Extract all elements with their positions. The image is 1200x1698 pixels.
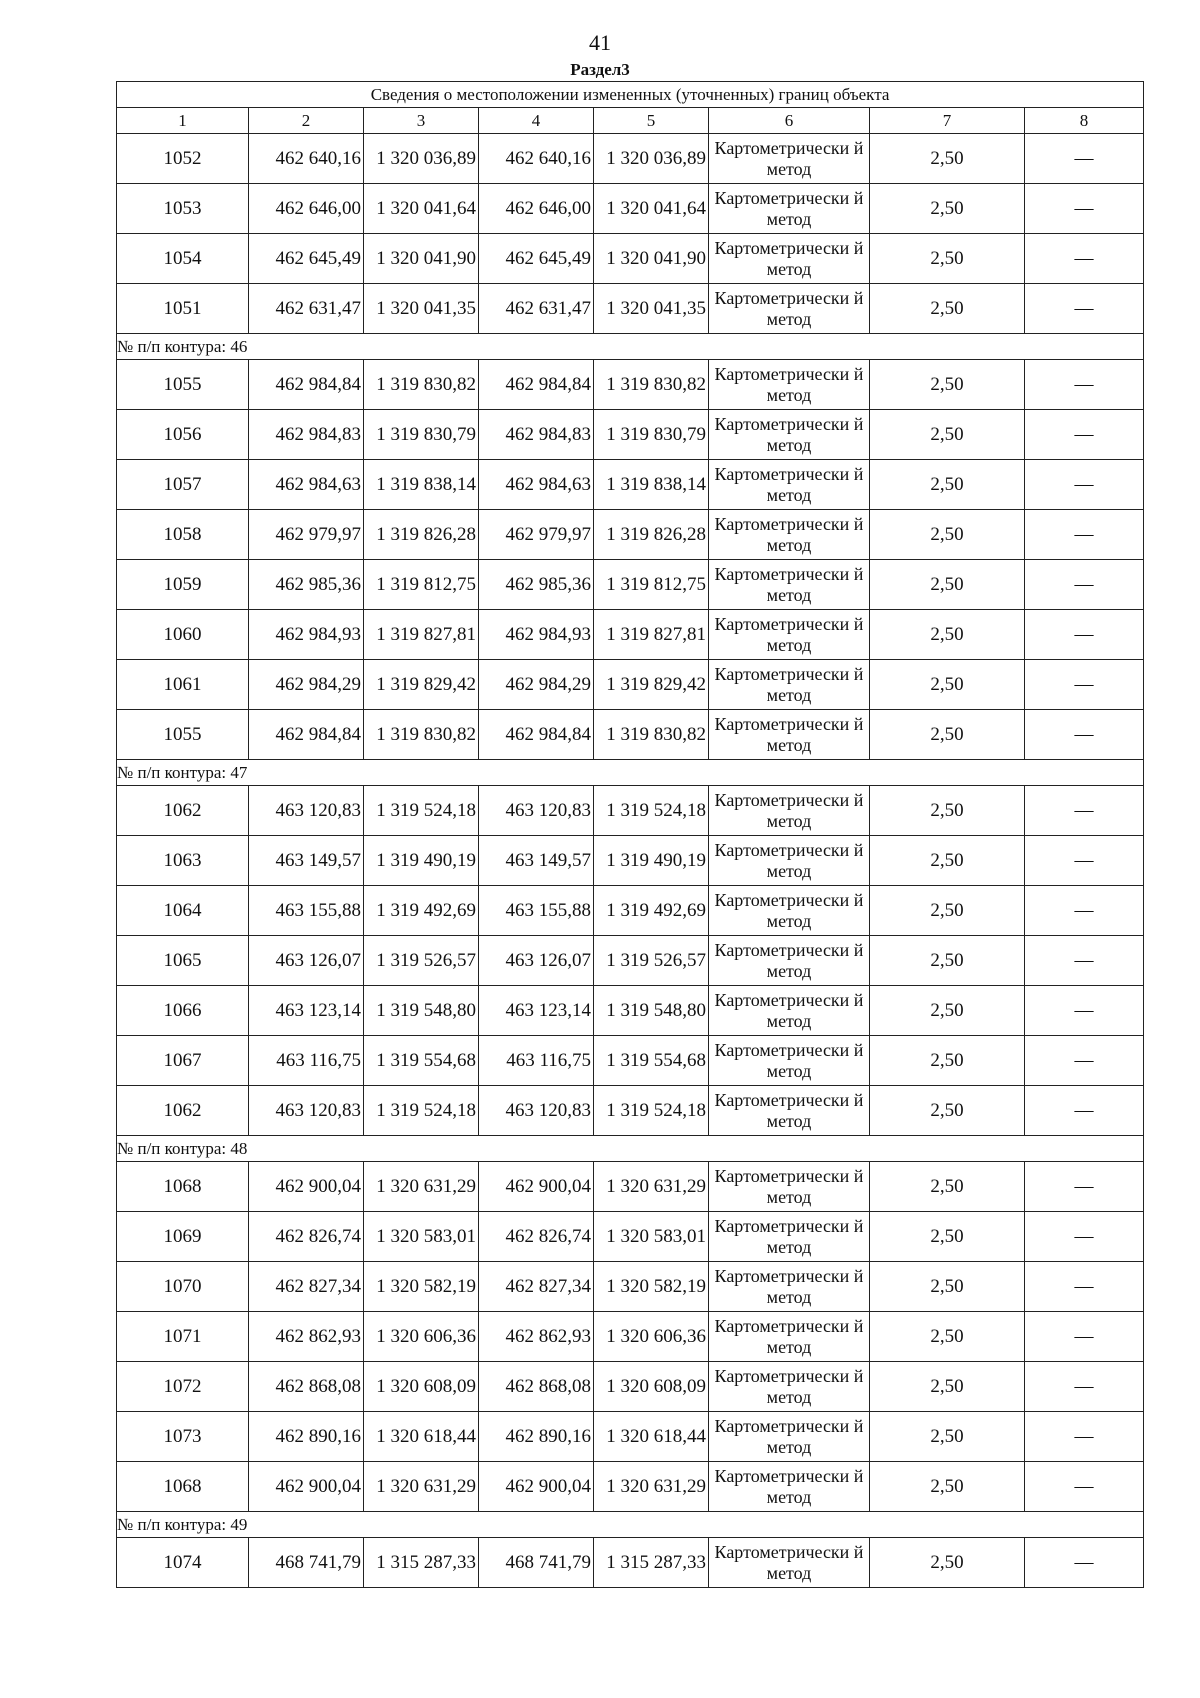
x-coordinate-cell: 462 984,83 — [249, 410, 364, 460]
x-coordinate-cell: 462 984,63 — [249, 460, 364, 510]
description-cell: — — [1025, 660, 1144, 710]
method-cell: Картометрически й метод — [709, 284, 870, 334]
x-coordinate-cell: 462 827,34 — [249, 1262, 364, 1312]
contour-label: № п/п контура: 48 — [117, 1136, 1144, 1162]
table-row — [117, 1362, 1144, 1412]
y-coordinate-cell: 1 320 606,36 — [364, 1312, 479, 1362]
x-coordinate-cell: 462 862,93 — [249, 1312, 364, 1362]
point-id-cell: 1072 — [117, 1362, 249, 1412]
point-id-cell: 1073 — [117, 1412, 249, 1462]
x-coordinate-cell: 463 155,88 — [479, 886, 594, 936]
x-coordinate-cell: 462 900,04 — [249, 1462, 364, 1512]
x-coordinate-cell: 468 741,79 — [249, 1538, 364, 1588]
point-id-cell: 1059 — [117, 560, 249, 610]
y-coordinate-cell: 1 319 838,14 — [364, 460, 479, 510]
y-coordinate-cell: 1 319 526,57 — [594, 936, 709, 986]
y-coordinate-cell: 1 319 826,28 — [594, 510, 709, 560]
contour-row — [117, 334, 1144, 360]
accuracy-cell: 2,50 — [870, 786, 1025, 836]
method-cell: Картометрически й метод — [709, 1362, 870, 1412]
y-coordinate-cell: 1 319 548,80 — [364, 986, 479, 1036]
point-id-cell: 1067 — [117, 1036, 249, 1086]
y-coordinate-cell: 1 319 524,18 — [364, 1086, 479, 1136]
y-coordinate-cell: 1 319 829,42 — [364, 660, 479, 710]
y-coordinate-cell: 1 320 036,89 — [364, 134, 479, 184]
table-row — [117, 1312, 1144, 1362]
method-cell: Картометрически й метод — [709, 360, 870, 410]
column-header: 4 — [479, 108, 594, 134]
section-title: Раздел3 — [570, 60, 630, 79]
point-id-cell: 1054 — [117, 234, 249, 284]
x-coordinate-cell: 462 984,93 — [479, 610, 594, 660]
table-row — [117, 284, 1144, 334]
x-coordinate-cell: 462 984,84 — [249, 360, 364, 410]
x-coordinate-cell: 462 645,49 — [479, 234, 594, 284]
table-row — [117, 836, 1144, 886]
x-coordinate-cell: 463 155,88 — [249, 886, 364, 936]
point-id-cell: 1071 — [117, 1312, 249, 1362]
description-cell: — — [1025, 986, 1144, 1036]
accuracy-cell: 2,50 — [870, 234, 1025, 284]
x-coordinate-cell: 462 826,74 — [249, 1212, 364, 1262]
table-row — [117, 986, 1144, 1036]
method-cell: Картометрически й метод — [709, 610, 870, 660]
method-cell: Картометрически й метод — [709, 936, 870, 986]
x-coordinate-cell: 463 120,83 — [479, 786, 594, 836]
method-cell: Картометрически й метод — [709, 1162, 870, 1212]
x-coordinate-cell: 462 984,29 — [249, 660, 364, 710]
description-cell: — — [1025, 410, 1144, 460]
table-row — [117, 410, 1144, 460]
description-cell: — — [1025, 1412, 1144, 1462]
y-coordinate-cell: 1 320 041,90 — [364, 234, 479, 284]
point-id-cell: 1074 — [117, 1538, 249, 1588]
description-cell: — — [1025, 1312, 1144, 1362]
x-coordinate-cell: 463 123,14 — [249, 986, 364, 1036]
description-cell: — — [1025, 610, 1144, 660]
y-coordinate-cell: 1 319 526,57 — [364, 936, 479, 986]
y-coordinate-cell: 1 319 812,75 — [364, 560, 479, 610]
x-coordinate-cell: 463 120,83 — [249, 1086, 364, 1136]
accuracy-cell: 2,50 — [870, 1036, 1025, 1086]
y-coordinate-cell: 1 319 830,79 — [594, 410, 709, 460]
x-coordinate-cell: 462 868,08 — [249, 1362, 364, 1412]
point-id-cell: 1065 — [117, 936, 249, 986]
table-row — [117, 460, 1144, 510]
column-header: 8 — [1025, 108, 1144, 134]
accuracy-cell: 2,50 — [870, 710, 1025, 760]
x-coordinate-cell: 462 984,93 — [249, 610, 364, 660]
description-cell: — — [1025, 836, 1144, 886]
method-cell: Картометрически й метод — [709, 1212, 870, 1262]
table-row — [117, 1462, 1144, 1512]
y-coordinate-cell: 1 319 490,19 — [364, 836, 479, 886]
table-row — [117, 560, 1144, 610]
accuracy-cell: 2,50 — [870, 610, 1025, 660]
y-coordinate-cell: 1 320 606,36 — [594, 1312, 709, 1362]
x-coordinate-cell: 462 900,04 — [249, 1162, 364, 1212]
description-cell: — — [1025, 1086, 1144, 1136]
y-coordinate-cell: 1 320 041,90 — [594, 234, 709, 284]
accuracy-cell: 2,50 — [870, 1162, 1025, 1212]
description-cell: — — [1025, 460, 1144, 510]
description-cell: — — [1025, 134, 1144, 184]
y-coordinate-cell: 1 319 827,81 — [364, 610, 479, 660]
point-id-cell: 1064 — [117, 886, 249, 936]
y-coordinate-cell: 1 320 583,01 — [364, 1212, 479, 1262]
accuracy-cell: 2,50 — [870, 560, 1025, 610]
x-coordinate-cell: 462 640,16 — [479, 134, 594, 184]
contour-label: № п/п контура: 46 — [117, 334, 1144, 360]
method-cell: Картометрически й метод — [709, 184, 870, 234]
point-id-cell: 1061 — [117, 660, 249, 710]
x-coordinate-cell: 462 984,29 — [479, 660, 594, 710]
x-coordinate-cell: 462 646,00 — [479, 184, 594, 234]
x-coordinate-cell: 462 827,34 — [479, 1262, 594, 1312]
y-coordinate-cell: 1 319 830,82 — [364, 360, 479, 410]
contour-label: № п/п контура: 49 — [117, 1512, 1144, 1538]
column-header: 7 — [870, 108, 1025, 134]
accuracy-cell: 2,50 — [870, 360, 1025, 410]
y-coordinate-cell: 1 319 830,79 — [364, 410, 479, 460]
point-id-cell: 1057 — [117, 460, 249, 510]
point-id-cell: 1070 — [117, 1262, 249, 1312]
accuracy-cell: 2,50 — [870, 1412, 1025, 1462]
method-cell: Картометрически й метод — [709, 1086, 870, 1136]
description-cell: — — [1025, 936, 1144, 986]
x-coordinate-cell: 468 741,79 — [479, 1538, 594, 1588]
y-coordinate-cell: 1 319 490,19 — [594, 836, 709, 886]
x-coordinate-cell: 462 640,16 — [249, 134, 364, 184]
description-cell: — — [1025, 1162, 1144, 1212]
y-coordinate-cell: 1 319 830,82 — [364, 710, 479, 760]
y-coordinate-cell: 1 320 631,29 — [594, 1162, 709, 1212]
y-coordinate-cell: 1 315 287,33 — [364, 1538, 479, 1588]
table-row — [117, 1036, 1144, 1086]
table-body — [117, 134, 1144, 1588]
x-coordinate-cell: 463 120,83 — [249, 786, 364, 836]
point-id-cell: 1055 — [117, 710, 249, 760]
x-coordinate-cell: 462 900,04 — [479, 1462, 594, 1512]
method-cell: Картометрически й метод — [709, 460, 870, 510]
description-cell: — — [1025, 560, 1144, 610]
x-coordinate-cell: 462 631,47 — [479, 284, 594, 334]
x-coordinate-cell: 463 116,75 — [479, 1036, 594, 1086]
y-coordinate-cell: 1 315 287,33 — [594, 1538, 709, 1588]
table-row — [117, 360, 1144, 410]
column-header-row — [117, 108, 1144, 134]
x-coordinate-cell: 463 120,83 — [479, 1086, 594, 1136]
y-coordinate-cell: 1 320 618,44 — [594, 1412, 709, 1462]
point-id-cell: 1052 — [117, 134, 249, 184]
y-coordinate-cell: 1 320 041,35 — [594, 284, 709, 334]
y-coordinate-cell: 1 319 812,75 — [594, 560, 709, 610]
accuracy-cell: 2,50 — [870, 1312, 1025, 1362]
accuracy-cell: 2,50 — [870, 410, 1025, 460]
description-cell: — — [1025, 710, 1144, 760]
description-cell: — — [1025, 510, 1144, 560]
table-row — [117, 184, 1144, 234]
y-coordinate-cell: 1 320 618,44 — [364, 1412, 479, 1462]
method-cell: Картометрически й метод — [709, 986, 870, 1036]
x-coordinate-cell: 462 985,36 — [479, 560, 594, 610]
y-coordinate-cell: 1 320 608,09 — [594, 1362, 709, 1412]
point-id-cell: 1051 — [117, 284, 249, 334]
y-coordinate-cell: 1 320 631,29 — [364, 1462, 479, 1512]
description-cell: — — [1025, 284, 1144, 334]
y-coordinate-cell: 1 319 548,80 — [594, 986, 709, 1036]
description-cell: — — [1025, 360, 1144, 410]
x-coordinate-cell: 462 645,49 — [249, 234, 364, 284]
description-cell: — — [1025, 184, 1144, 234]
x-coordinate-cell: 462 631,47 — [249, 284, 364, 334]
y-coordinate-cell: 1 320 041,64 — [364, 184, 479, 234]
x-coordinate-cell: 463 149,57 — [479, 836, 594, 886]
accuracy-cell: 2,50 — [870, 836, 1025, 886]
y-coordinate-cell: 1 319 492,69 — [364, 886, 479, 936]
x-coordinate-cell: 462 984,63 — [479, 460, 594, 510]
y-coordinate-cell: 1 320 582,19 — [594, 1262, 709, 1312]
method-cell: Картометрически й метод — [709, 510, 870, 560]
x-coordinate-cell: 463 123,14 — [479, 986, 594, 1036]
y-coordinate-cell: 1 320 631,29 — [364, 1162, 479, 1212]
description-cell: — — [1025, 886, 1144, 936]
x-coordinate-cell: 463 149,57 — [249, 836, 364, 886]
y-coordinate-cell: 1 319 827,81 — [594, 610, 709, 660]
description-cell: — — [1025, 1212, 1144, 1262]
x-coordinate-cell: 463 116,75 — [249, 1036, 364, 1086]
y-coordinate-cell: 1 319 554,68 — [594, 1036, 709, 1086]
accuracy-cell: 2,50 — [870, 986, 1025, 1036]
point-id-cell: 1058 — [117, 510, 249, 560]
column-header: 1 — [117, 108, 249, 134]
accuracy-cell: 2,50 — [870, 936, 1025, 986]
table-row — [117, 660, 1144, 710]
method-cell: Картометрически й метод — [709, 710, 870, 760]
x-coordinate-cell: 462 984,84 — [479, 710, 594, 760]
accuracy-cell: 2,50 — [870, 1462, 1025, 1512]
accuracy-cell: 2,50 — [870, 660, 1025, 710]
y-coordinate-cell: 1 320 582,19 — [364, 1262, 479, 1312]
method-cell: Картометрически й метод — [709, 560, 870, 610]
description-cell: — — [1025, 1036, 1144, 1086]
point-id-cell: 1056 — [117, 410, 249, 460]
method-cell: Картометрически й метод — [709, 1312, 870, 1362]
point-id-cell: 1068 — [117, 1462, 249, 1512]
table-row — [117, 1162, 1144, 1212]
table-row — [117, 936, 1144, 986]
x-coordinate-cell: 462 984,83 — [479, 410, 594, 460]
y-coordinate-cell: 1 320 608,09 — [364, 1362, 479, 1412]
y-coordinate-cell: 1 319 838,14 — [594, 460, 709, 510]
table-caption: Сведения о местоположении измененных (уточненных) границ объекта — [117, 82, 1144, 108]
column-header: 6 — [709, 108, 870, 134]
x-coordinate-cell: 462 979,97 — [479, 510, 594, 560]
accuracy-cell: 2,50 — [870, 1086, 1025, 1136]
table-row — [117, 1538, 1144, 1588]
y-coordinate-cell: 1 320 041,64 — [594, 184, 709, 234]
y-coordinate-cell: 1 320 583,01 — [594, 1212, 709, 1262]
point-id-cell: 1053 — [117, 184, 249, 234]
point-id-cell: 1069 — [117, 1212, 249, 1262]
method-cell: Картометрически й метод — [709, 410, 870, 460]
table-row — [117, 1412, 1144, 1462]
y-coordinate-cell: 1 319 554,68 — [364, 1036, 479, 1086]
method-cell: Картометрически й метод — [709, 886, 870, 936]
y-coordinate-cell: 1 319 830,82 — [594, 710, 709, 760]
table-row — [117, 510, 1144, 560]
method-cell: Картометрически й метод — [709, 786, 870, 836]
point-id-cell: 1066 — [117, 986, 249, 1036]
x-coordinate-cell: 462 862,93 — [479, 1312, 594, 1362]
y-coordinate-cell: 1 320 631,29 — [594, 1462, 709, 1512]
description-cell: — — [1025, 1462, 1144, 1512]
x-coordinate-cell: 462 890,16 — [479, 1412, 594, 1462]
method-cell: Картометрически й метод — [709, 134, 870, 184]
boundary-coordinates-table — [116, 81, 1144, 1588]
table-row — [117, 710, 1144, 760]
accuracy-cell: 2,50 — [870, 460, 1025, 510]
column-header: 5 — [594, 108, 709, 134]
table-row — [117, 786, 1144, 836]
table-row — [117, 886, 1144, 936]
contour-label: № п/п контура: 47 — [117, 760, 1144, 786]
point-id-cell: 1060 — [117, 610, 249, 660]
description-cell: — — [1025, 1362, 1144, 1412]
y-coordinate-cell: 1 319 524,18 — [594, 1086, 709, 1136]
method-cell: Картометрически й метод — [709, 1538, 870, 1588]
point-id-cell: 1062 — [117, 1086, 249, 1136]
accuracy-cell: 2,50 — [870, 1362, 1025, 1412]
x-coordinate-cell: 462 979,97 — [249, 510, 364, 560]
method-cell: Картометрически й метод — [709, 660, 870, 710]
y-coordinate-cell: 1 319 492,69 — [594, 886, 709, 936]
accuracy-cell: 2,50 — [870, 510, 1025, 560]
description-cell: — — [1025, 1538, 1144, 1588]
table-row — [117, 1262, 1144, 1312]
x-coordinate-cell: 463 126,07 — [479, 936, 594, 986]
accuracy-cell: 2,50 — [870, 1262, 1025, 1312]
y-coordinate-cell: 1 319 524,18 — [594, 786, 709, 836]
table-row — [117, 134, 1144, 184]
x-coordinate-cell: 462 984,84 — [249, 710, 364, 760]
x-coordinate-cell: 462 900,04 — [479, 1162, 594, 1212]
column-header: 2 — [249, 108, 364, 134]
page-number: 41 — [589, 30, 611, 55]
y-coordinate-cell: 1 319 826,28 — [364, 510, 479, 560]
y-coordinate-cell: 1 319 829,42 — [594, 660, 709, 710]
x-coordinate-cell: 462 646,00 — [249, 184, 364, 234]
point-id-cell: 1062 — [117, 786, 249, 836]
accuracy-cell: 2,50 — [870, 184, 1025, 234]
description-cell: — — [1025, 1262, 1144, 1312]
contour-row — [117, 760, 1144, 786]
accuracy-cell: 2,50 — [870, 284, 1025, 334]
contour-row — [117, 1136, 1144, 1162]
accuracy-cell: 2,50 — [870, 886, 1025, 936]
table-row — [117, 610, 1144, 660]
description-cell: — — [1025, 234, 1144, 284]
method-cell: Картометрически й метод — [709, 1036, 870, 1086]
column-header: 3 — [364, 108, 479, 134]
accuracy-cell: 2,50 — [870, 1538, 1025, 1588]
method-cell: Картометрически й метод — [709, 1462, 870, 1512]
method-cell: Картометрически й метод — [709, 234, 870, 284]
y-coordinate-cell: 1 320 041,35 — [364, 284, 479, 334]
y-coordinate-cell: 1 319 830,82 — [594, 360, 709, 410]
y-coordinate-cell: 1 319 524,18 — [364, 786, 479, 836]
accuracy-cell: 2,50 — [870, 1212, 1025, 1262]
table-row — [117, 234, 1144, 284]
x-coordinate-cell: 462 984,84 — [479, 360, 594, 410]
point-id-cell: 1068 — [117, 1162, 249, 1212]
contour-row — [117, 1512, 1144, 1538]
x-coordinate-cell: 462 826,74 — [479, 1212, 594, 1262]
point-id-cell: 1063 — [117, 836, 249, 886]
table-row — [117, 1212, 1144, 1262]
y-coordinate-cell: 1 320 036,89 — [594, 134, 709, 184]
x-coordinate-cell: 462 868,08 — [479, 1362, 594, 1412]
x-coordinate-cell: 462 985,36 — [249, 560, 364, 610]
accuracy-cell: 2,50 — [870, 134, 1025, 184]
method-cell: Картометрически й метод — [709, 836, 870, 886]
point-id-cell: 1055 — [117, 360, 249, 410]
x-coordinate-cell: 462 890,16 — [249, 1412, 364, 1462]
table-row — [117, 1086, 1144, 1136]
description-cell: — — [1025, 786, 1144, 836]
x-coordinate-cell: 463 126,07 — [249, 936, 364, 986]
method-cell: Картометрически й метод — [709, 1262, 870, 1312]
method-cell: Картометрически й метод — [709, 1412, 870, 1462]
